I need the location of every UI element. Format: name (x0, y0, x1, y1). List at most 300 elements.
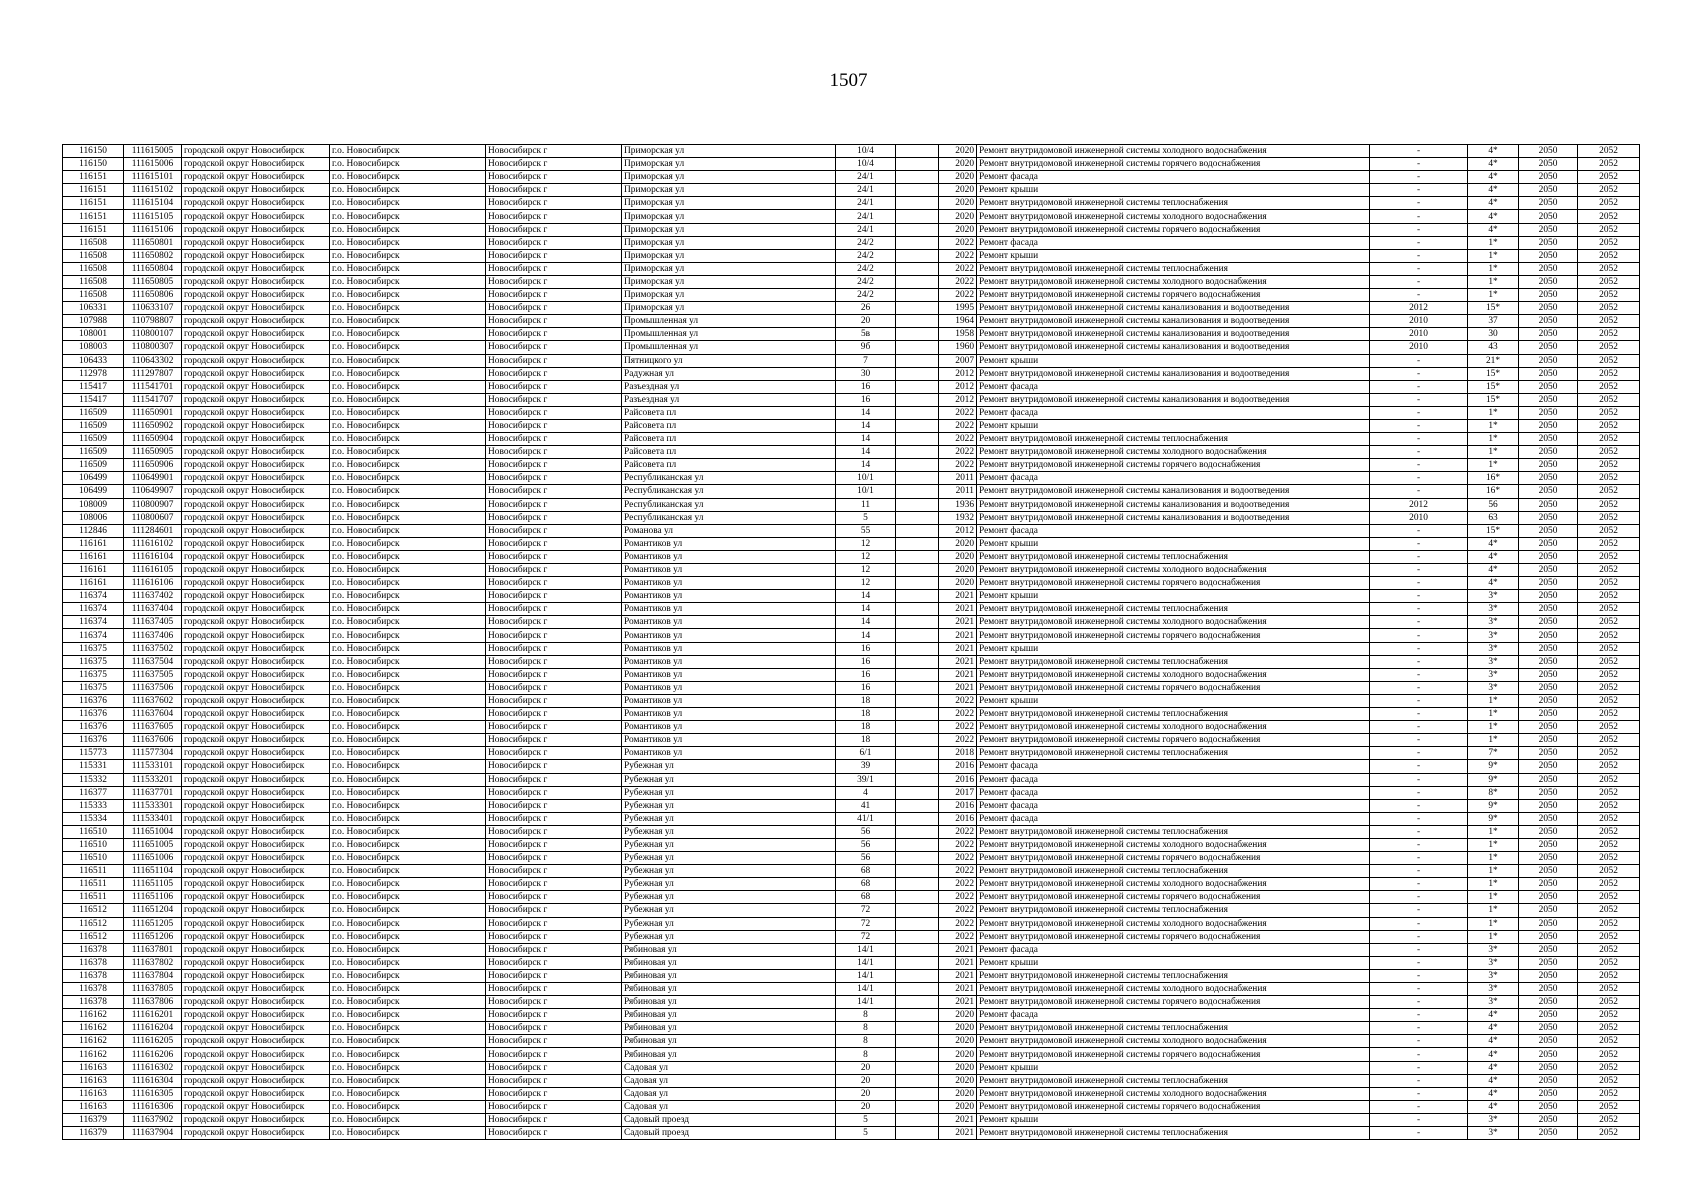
cell-commission-year: 2022 (939, 236, 977, 249)
cell-street: Романтиков ул (622, 616, 836, 629)
cell-planned-end-year: 2052 (1578, 1048, 1640, 1061)
cell-blank-cell (896, 419, 939, 432)
cell-municipality: городской округ Новосибирск (182, 459, 330, 472)
cell-element-id: 111616304 (124, 1074, 182, 1087)
cell-repair-type: Ремонт внутридомовой инженерной системы теплоснабжения (977, 655, 1370, 668)
cell-municipality: городской округ Новосибирск (182, 197, 330, 210)
cell-municipal-district: г.о. Новосибирск (330, 694, 486, 707)
cell-municipality: городской округ Новосибирск (182, 184, 330, 197)
cell-repair-type: Ремонт внутридомовой инженерной системы холодного водоснабжения (977, 616, 1370, 629)
cell-locality: Новосибирск г (486, 158, 622, 171)
cell-element-id: 111650801 (124, 236, 182, 249)
cell-blank-cell (896, 524, 939, 537)
cell-blank-cell (896, 498, 939, 511)
cell-planned-start-year: 2050 (1519, 1048, 1578, 1061)
cell-repair-type: Ремонт внутридомовой инженерной системы теплоснабжения (977, 904, 1370, 917)
cell-planned-end-year: 2052 (1578, 236, 1640, 249)
table-row (63, 590, 1640, 603)
cell-planned-end-year: 2052 (1578, 983, 1640, 996)
cell-locality: Новосибирск г (486, 1009, 622, 1022)
cell-municipal-district: г.о. Новосибирск (330, 1127, 486, 1140)
cell-blank-cell (896, 1074, 939, 1087)
cell-planned-start-year: 2050 (1519, 1113, 1578, 1126)
cell-municipal-district: г.о. Новосибирск (330, 1100, 486, 1113)
cell-element-id: 111637804 (124, 969, 182, 982)
cell-last-repair-year: - (1370, 459, 1468, 472)
cell-element-id: 111650904 (124, 433, 182, 446)
cell-last-repair-year: - (1370, 799, 1468, 812)
cell-commission-year: 2022 (939, 721, 977, 734)
cell-wear-percent: 63 (1468, 511, 1519, 524)
cell-street: Рябиновая ул (622, 983, 836, 996)
cell-repair-type: Ремонт внутридомовой инженерной системы канализования и водоотведения (977, 328, 1370, 341)
cell-last-repair-year: - (1370, 184, 1468, 197)
cell-municipal-district: г.о. Новосибирск (330, 1035, 486, 1048)
cell-street: Райсовета пл (622, 406, 836, 419)
cell-street: Романтиков ул (622, 721, 836, 734)
cell-house-id: 116374 (63, 590, 124, 603)
cell-planned-end-year: 2052 (1578, 406, 1640, 419)
cell-element-id: 111616102 (124, 537, 182, 550)
cell-municipal-district: г.о. Новосибирск (330, 996, 486, 1009)
cell-element-id: 110798807 (124, 315, 182, 328)
cell-street: Республиканская ул (622, 498, 836, 511)
cell-wear-percent: 1* (1468, 249, 1519, 262)
cell-municipality: городской округ Новосибирск (182, 878, 330, 891)
cell-house-number: 72 (836, 930, 896, 943)
cell-planned-start-year: 2050 (1519, 472, 1578, 485)
cell-wear-percent: 1* (1468, 406, 1519, 419)
cell-municipal-district: г.о. Новосибирск (330, 223, 486, 236)
cell-house-number: 10/4 (836, 158, 896, 171)
cell-locality: Новосибирск г (486, 668, 622, 681)
cell-planned-end-year: 2052 (1578, 564, 1640, 577)
cell-municipal-district: г.о. Новосибирск (330, 433, 486, 446)
cell-planned-start-year: 2050 (1519, 760, 1578, 773)
cell-element-id: 110649907 (124, 485, 182, 498)
cell-municipal-district: г.о. Новосибирск (330, 446, 486, 459)
cell-last-repair-year: 2010 (1370, 341, 1468, 354)
cell-municipal-district: г.о. Новосибирск (330, 341, 486, 354)
cell-house-id: 116509 (63, 419, 124, 432)
cell-municipal-district: г.о. Новосибирск (330, 550, 486, 563)
cell-repair-type: Ремонт внутридомовой инженерной системы горячего водоснабжения (977, 1048, 1370, 1061)
cell-house-number: 56 (836, 825, 896, 838)
cell-wear-percent: 1* (1468, 825, 1519, 838)
cell-planned-end-year: 2052 (1578, 1087, 1640, 1100)
cell-planned-start-year: 2050 (1519, 550, 1578, 563)
cell-last-repair-year: - (1370, 223, 1468, 236)
cell-commission-year: 2022 (939, 262, 977, 275)
cell-locality: Новосибирск г (486, 590, 622, 603)
cell-last-repair-year: - (1370, 433, 1468, 446)
cell-locality: Новосибирск г (486, 1087, 622, 1100)
cell-municipality: городской округ Новосибирск (182, 681, 330, 694)
cell-commission-year: 2021 (939, 590, 977, 603)
cell-repair-type: Ремонт внутридомовой инженерной системы холодного водоснабжения (977, 1087, 1370, 1100)
cell-repair-type: Ремонт внутридомовой инженерной системы холодного водоснабжения (977, 878, 1370, 891)
cell-wear-percent: 1* (1468, 891, 1519, 904)
cell-planned-end-year: 2052 (1578, 459, 1640, 472)
cell-house-id: 116163 (63, 1087, 124, 1100)
cell-house-number: 14 (836, 629, 896, 642)
cell-locality: Новосибирск г (486, 852, 622, 865)
cell-element-id: 111616302 (124, 1061, 182, 1074)
cell-house-number: 12 (836, 537, 896, 550)
cell-municipality: городской округ Новосибирск (182, 485, 330, 498)
cell-last-repair-year: - (1370, 694, 1468, 707)
cell-locality: Новосибирск г (486, 446, 622, 459)
cell-blank-cell (896, 1087, 939, 1100)
cell-house-id: 116162 (63, 1035, 124, 1048)
cell-planned-start-year: 2050 (1519, 655, 1578, 668)
cell-street: Рябиновая ул (622, 996, 836, 1009)
cell-locality: Новосибирск г (486, 983, 622, 996)
cell-blank-cell (896, 537, 939, 550)
cell-street: Романтиков ул (622, 694, 836, 707)
cell-planned-end-year: 2052 (1578, 315, 1640, 328)
cell-municipality: городской округ Новосибирск (182, 1113, 330, 1126)
cell-blank-cell (896, 681, 939, 694)
cell-house-id: 116376 (63, 721, 124, 734)
cell-street: Рубежная ул (622, 930, 836, 943)
cell-commission-year: 2022 (939, 694, 977, 707)
cell-locality: Новосибирск г (486, 433, 622, 446)
cell-house-number: 18 (836, 734, 896, 747)
cell-last-repair-year: 2012 (1370, 302, 1468, 315)
cell-repair-type: Ремонт внутридомовой инженерной системы теплоснабжения (977, 1127, 1370, 1140)
cell-municipal-district: г.о. Новосибирск (330, 799, 486, 812)
cell-repair-type: Ремонт внутридомовой инженерной системы холодного водоснабжения (977, 721, 1370, 734)
cell-planned-end-year: 2052 (1578, 1022, 1640, 1035)
table-row (63, 786, 1640, 799)
cell-repair-type: Ремонт фасада (977, 773, 1370, 786)
cell-wear-percent: 3* (1468, 983, 1519, 996)
cell-locality: Новосибирск г (486, 419, 622, 432)
cell-planned-end-year: 2052 (1578, 524, 1640, 537)
table-row (63, 315, 1640, 328)
cell-locality: Новосибирск г (486, 721, 622, 734)
cell-repair-type: Ремонт внутридомовой инженерной системы горячего водоснабжения (977, 289, 1370, 302)
cell-locality: Новосибирск г (486, 197, 622, 210)
cell-planned-end-year: 2052 (1578, 380, 1640, 393)
cell-element-id: 111651204 (124, 904, 182, 917)
cell-locality: Новосибирск г (486, 341, 622, 354)
cell-last-repair-year: - (1370, 380, 1468, 393)
cell-house-id: 116376 (63, 694, 124, 707)
cell-wear-percent: 4* (1468, 210, 1519, 223)
cell-municipal-district: г.о. Новосибирск (330, 315, 486, 328)
cell-house-id: 116151 (63, 197, 124, 210)
table-row (63, 708, 1640, 721)
cell-municipality: городской округ Новосибирск (182, 446, 330, 459)
cell-municipality: городской округ Новосибирск (182, 838, 330, 851)
table-row (63, 1074, 1640, 1087)
cell-house-id: 115773 (63, 747, 124, 760)
cell-element-id: 111637504 (124, 655, 182, 668)
cell-repair-type: Ремонт внутридомовой инженерной системы горячего водоснабжения (977, 996, 1370, 1009)
cell-repair-type: Ремонт фасада (977, 943, 1370, 956)
cell-municipal-district: г.о. Новосибирск (330, 498, 486, 511)
table-row (63, 223, 1640, 236)
cell-last-repair-year: - (1370, 721, 1468, 734)
cell-element-id: 111297807 (124, 367, 182, 380)
cell-house-id: 116375 (63, 655, 124, 668)
cell-repair-type: Ремонт крыши (977, 1113, 1370, 1126)
cell-house-number: 5в (836, 328, 896, 341)
cell-last-repair-year: - (1370, 642, 1468, 655)
cell-last-repair-year: - (1370, 564, 1468, 577)
cell-wear-percent: 3* (1468, 681, 1519, 694)
cell-blank-cell (896, 367, 939, 380)
cell-municipality: городской округ Новосибирск (182, 668, 330, 681)
cell-house-number: 10/1 (836, 472, 896, 485)
cell-blank-cell (896, 983, 939, 996)
page-number: 1507 (829, 70, 868, 91)
cell-blank-cell (896, 734, 939, 747)
cell-commission-year: 2022 (939, 865, 977, 878)
cell-planned-end-year: 2052 (1578, 302, 1640, 315)
cell-commission-year: 2021 (939, 943, 977, 956)
cell-locality: Новосибирск г (486, 773, 622, 786)
cell-house-id: 112846 (63, 524, 124, 537)
cell-repair-type: Ремонт фасада (977, 760, 1370, 773)
cell-municipality: городской округ Новосибирск (182, 210, 330, 223)
cell-house-number: 68 (836, 865, 896, 878)
cell-locality: Новосибирск г (486, 275, 622, 288)
cell-blank-cell (896, 1113, 939, 1126)
cell-repair-type: Ремонт внутридомовой инженерной системы холодного водоснабжения (977, 564, 1370, 577)
cell-last-repair-year: - (1370, 930, 1468, 943)
cell-planned-end-year: 2052 (1578, 904, 1640, 917)
cell-blank-cell (896, 603, 939, 616)
cell-element-id: 111637602 (124, 694, 182, 707)
cell-municipality: городской округ Новосибирск (182, 694, 330, 707)
cell-wear-percent: 7* (1468, 747, 1519, 760)
cell-locality: Новосибирск г (486, 996, 622, 1009)
cell-repair-type: Ремонт внутридомовой инженерной системы горячего водоснабжения (977, 734, 1370, 747)
cell-planned-end-year: 2052 (1578, 616, 1640, 629)
cell-municipal-district: г.о. Новосибирск (330, 904, 486, 917)
cell-municipality: городской округ Новосибирск (182, 577, 330, 590)
cell-locality: Новосибирск г (486, 302, 622, 315)
cell-commission-year: 2012 (939, 393, 977, 406)
cell-commission-year: 2021 (939, 629, 977, 642)
cell-commission-year: 2021 (939, 655, 977, 668)
cell-house-id: 116161 (63, 577, 124, 590)
table-row (63, 956, 1640, 969)
cell-wear-percent: 4* (1468, 1009, 1519, 1022)
cell-house-number: 68 (836, 878, 896, 891)
cell-commission-year: 2021 (939, 956, 977, 969)
cell-municipal-district: г.о. Новосибирск (330, 564, 486, 577)
cell-element-id: 110643302 (124, 354, 182, 367)
cell-blank-cell (896, 236, 939, 249)
cell-last-repair-year: - (1370, 590, 1468, 603)
cell-planned-start-year: 2050 (1519, 603, 1578, 616)
cell-planned-start-year: 2050 (1519, 812, 1578, 825)
cell-repair-type: Ремонт внутридомовой инженерной системы горячего водоснабжения (977, 681, 1370, 694)
cell-planned-end-year: 2052 (1578, 852, 1640, 865)
cell-municipal-district: г.о. Новосибирск (330, 171, 486, 184)
cell-municipal-district: г.о. Новосибирск (330, 865, 486, 878)
cell-blank-cell (896, 550, 939, 563)
cell-last-repair-year: - (1370, 865, 1468, 878)
cell-house-id: 116376 (63, 734, 124, 747)
cell-element-id: 111615106 (124, 223, 182, 236)
cell-street: Приморская ул (622, 145, 836, 158)
cell-planned-start-year: 2050 (1519, 328, 1578, 341)
cell-house-id: 116375 (63, 642, 124, 655)
cell-house-id: 116509 (63, 446, 124, 459)
cell-repair-type: Ремонт внутридомовой инженерной системы теплоснабжения (977, 747, 1370, 760)
table-row (63, 328, 1640, 341)
cell-commission-year: 2020 (939, 197, 977, 210)
cell-municipal-district: г.о. Новосибирск (330, 681, 486, 694)
cell-municipal-district: г.о. Новосибирск (330, 577, 486, 590)
cell-street: Рубежная ул (622, 904, 836, 917)
table-row (63, 655, 1640, 668)
cell-municipal-district: г.о. Новосибирск (330, 380, 486, 393)
cell-house-number: 10/4 (836, 145, 896, 158)
cell-municipality: городской округ Новосибирск (182, 393, 330, 406)
table-body (63, 145, 1640, 1140)
cell-element-id: 111616305 (124, 1087, 182, 1100)
cell-locality: Новосибирск г (486, 550, 622, 563)
cell-locality: Новосибирск г (486, 564, 622, 577)
cell-municipality: городской округ Новосибирск (182, 642, 330, 655)
cell-municipal-district: г.о. Новосибирск (330, 236, 486, 249)
cell-last-repair-year: - (1370, 275, 1468, 288)
cell-locality: Новосибирск г (486, 812, 622, 825)
cell-locality: Новосибирск г (486, 367, 622, 380)
cell-municipality: городской округ Новосибирск (182, 891, 330, 904)
cell-last-repair-year: - (1370, 786, 1468, 799)
cell-blank-cell (896, 158, 939, 171)
cell-planned-start-year: 2050 (1519, 1074, 1578, 1087)
cell-planned-start-year: 2050 (1519, 223, 1578, 236)
cell-planned-end-year: 2052 (1578, 1100, 1640, 1113)
cell-planned-start-year: 2050 (1519, 459, 1578, 472)
cell-municipal-district: г.о. Новосибирск (330, 328, 486, 341)
cell-last-repair-year: - (1370, 996, 1468, 1009)
cell-blank-cell (896, 249, 939, 262)
cell-planned-start-year: 2050 (1519, 485, 1578, 498)
table-row (63, 459, 1640, 472)
cell-element-id: 111615005 (124, 145, 182, 158)
cell-commission-year: 2016 (939, 812, 977, 825)
cell-last-repair-year: - (1370, 983, 1468, 996)
cell-planned-end-year: 2052 (1578, 1035, 1640, 1048)
cell-municipality: городской округ Новосибирск (182, 289, 330, 302)
cell-house-number: 14 (836, 459, 896, 472)
cell-planned-end-year: 2052 (1578, 603, 1640, 616)
cell-municipal-district: г.о. Новосибирск (330, 1048, 486, 1061)
cell-locality: Новосибирск г (486, 315, 622, 328)
cell-municipality: городской округ Новосибирск (182, 799, 330, 812)
cell-municipality: городской округ Новосибирск (182, 1100, 330, 1113)
cell-municipal-district: г.о. Новосибирск (330, 210, 486, 223)
cell-planned-end-year: 2052 (1578, 1074, 1640, 1087)
cell-house-number: 8 (836, 1035, 896, 1048)
cell-commission-year: 2007 (939, 354, 977, 367)
cell-commission-year: 2020 (939, 1022, 977, 1035)
cell-commission-year: 2016 (939, 799, 977, 812)
table-row (63, 760, 1640, 773)
cell-blank-cell (896, 302, 939, 315)
cell-planned-end-year: 2052 (1578, 275, 1640, 288)
cell-street: Романтиков ул (622, 590, 836, 603)
cell-last-repair-year: - (1370, 904, 1468, 917)
cell-blank-cell (896, 145, 939, 158)
cell-municipality: городской округ Новосибирск (182, 747, 330, 760)
cell-wear-percent: 1* (1468, 917, 1519, 930)
cell-house-id: 116374 (63, 616, 124, 629)
table-row (63, 302, 1640, 315)
cell-planned-end-year: 2052 (1578, 891, 1640, 904)
cell-planned-start-year: 2050 (1519, 956, 1578, 969)
cell-planned-end-year: 2052 (1578, 930, 1640, 943)
cell-house-number: 20 (836, 1087, 896, 1100)
cell-last-repair-year: 2012 (1370, 498, 1468, 511)
cell-house-id: 108001 (63, 328, 124, 341)
cell-commission-year: 2020 (939, 210, 977, 223)
cell-locality: Новосибирск г (486, 1100, 622, 1113)
cell-municipality: городской округ Новосибирск (182, 472, 330, 485)
cell-municipality: городской округ Новосибирск (182, 498, 330, 511)
cell-planned-start-year: 2050 (1519, 969, 1578, 982)
table-row (63, 996, 1640, 1009)
cell-planned-end-year: 2052 (1578, 184, 1640, 197)
cell-planned-end-year: 2052 (1578, 734, 1640, 747)
cell-repair-type: Ремонт внутридомовой инженерной системы холодного водоснабжения (977, 446, 1370, 459)
cell-repair-type: Ремонт внутридомовой инженерной системы канализования и водоотведения (977, 498, 1370, 511)
cell-planned-start-year: 2050 (1519, 145, 1578, 158)
cell-repair-type: Ремонт внутридомовой инженерной системы теплоснабжения (977, 1074, 1370, 1087)
cell-commission-year: 2020 (939, 1035, 977, 1048)
cell-planned-start-year: 2050 (1519, 158, 1578, 171)
cell-planned-end-year: 2052 (1578, 446, 1640, 459)
cell-wear-percent: 4* (1468, 145, 1519, 158)
cell-house-number: 8 (836, 1009, 896, 1022)
table-row (63, 629, 1640, 642)
cell-commission-year: 2018 (939, 747, 977, 760)
cell-house-id: 116378 (63, 983, 124, 996)
cell-blank-cell (896, 1009, 939, 1022)
cell-repair-type: Ремонт внутридомовой инженерной системы горячего водоснабжения (977, 459, 1370, 472)
cell-locality: Новосибирск г (486, 930, 622, 943)
cell-blank-cell (896, 838, 939, 851)
cell-municipality: городской округ Новосибирск (182, 564, 330, 577)
cell-commission-year: 2020 (939, 1074, 977, 1087)
cell-house-number: 14/1 (836, 956, 896, 969)
cell-municipal-district: г.о. Новосибирск (330, 917, 486, 930)
cell-planned-end-year: 2052 (1578, 878, 1640, 891)
cell-planned-end-year: 2052 (1578, 694, 1640, 707)
cell-commission-year: 2022 (939, 433, 977, 446)
cell-blank-cell (896, 642, 939, 655)
cell-house-id: 116374 (63, 629, 124, 642)
cell-municipal-district: г.о. Новосибирск (330, 262, 486, 275)
cell-house-id: 116512 (63, 930, 124, 943)
table-row (63, 393, 1640, 406)
cell-commission-year: 1964 (939, 315, 977, 328)
cell-commission-year: 2022 (939, 904, 977, 917)
cell-repair-type: Ремонт внутридомовой инженерной системы горячего водоснабжения (977, 852, 1370, 865)
table-row (63, 564, 1640, 577)
cell-municipal-district: г.о. Новосибирск (330, 838, 486, 851)
cell-repair-type: Ремонт внутридомовой инженерной системы теплоснабжения (977, 262, 1370, 275)
